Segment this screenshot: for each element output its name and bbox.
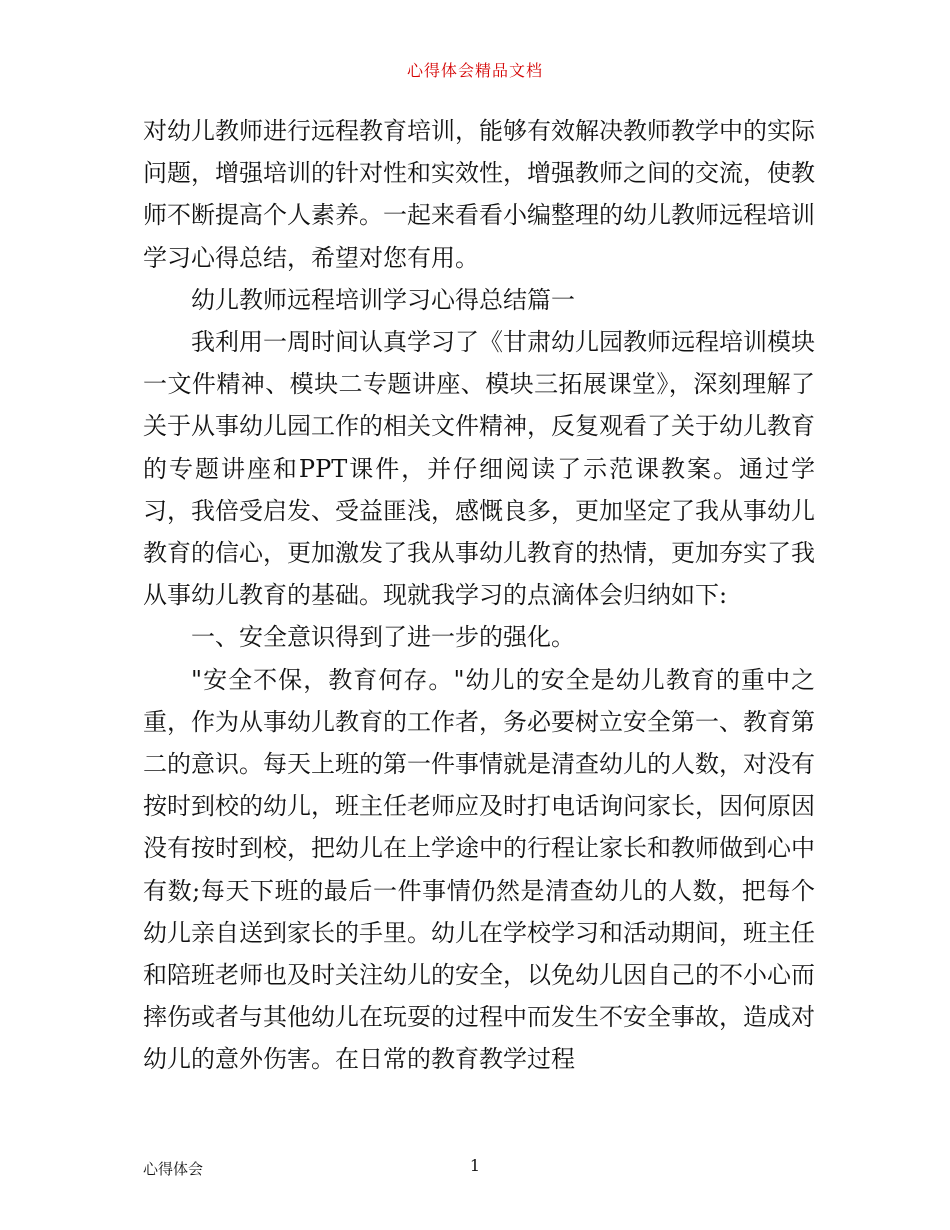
section-heading: 幼儿教师远程培训学习心得总结篇一 <box>191 285 575 314</box>
footer-label: 心得体会 <box>143 1160 204 1178</box>
page-header-title: 心得体会精品文档 <box>406 61 543 80</box>
body-paragraph: "安全不保，教育何存。"幼儿的安全是幼儿教育的重中之重，作为从事幼儿教育的工作者，务必要树立安全第一、教育第二的意识。每天上班的第一件事情就是清查幼儿的人数，对没有按时到校的幼儿，班主任老师应及时打电话询问家长，因何原因没有按时到校，把幼儿在上学途中的行程让家长和教师做到心中有数;每天下班的最后一件事情仍然是清查幼儿的人数，把每个幼儿亲自送到家长的手里。幼儿在学校学习和活动期间，班主任和陪班老师也及时关注幼儿的安全，以免幼儿因自己的不小心而摔伤或者与其他幼儿在玩耍的过程中而发生不安全事故，造成对幼儿的意外伤害。在日常的教育教学过程 <box>143 665 815 1074</box>
page-number: 1 <box>469 1156 481 1175</box>
document-body <box>143 110 815 1081</box>
subsection-heading: 一、安全意识得到了进一步的强化。 <box>191 623 575 652</box>
body-paragraph: 我利用一周时间认真学习了《甘肃幼儿园教师远程培训模块一文件精神、模块二专题讲座、模块三拓展课堂》，深刻理解了关于从事幼儿园工作的相关文件精神，反复观看了关于幼儿教育的专题讲座和PPT课件，并仔细阅读了示范课教案。通过学习，我倍受启发、受益匪浅，感慨良多，更加坚定了我从事幼儿教育的信心，更加激发了我从事幼儿教育的热情，更加夯实了我从事幼儿教育的基础。现就我学习的点滴体会归纳如下: <box>143 328 815 610</box>
intro-paragraph: 对幼儿教师进行远程教育培训，能够有效解决教师教学中的实际问题，增强培训的针对性和实效性，增强教师之间的交流，使教师不断提高个人素养。一起来看看小编整理的幼儿教师远程培训学习心得总结，希望对您有用。 <box>143 117 815 272</box>
